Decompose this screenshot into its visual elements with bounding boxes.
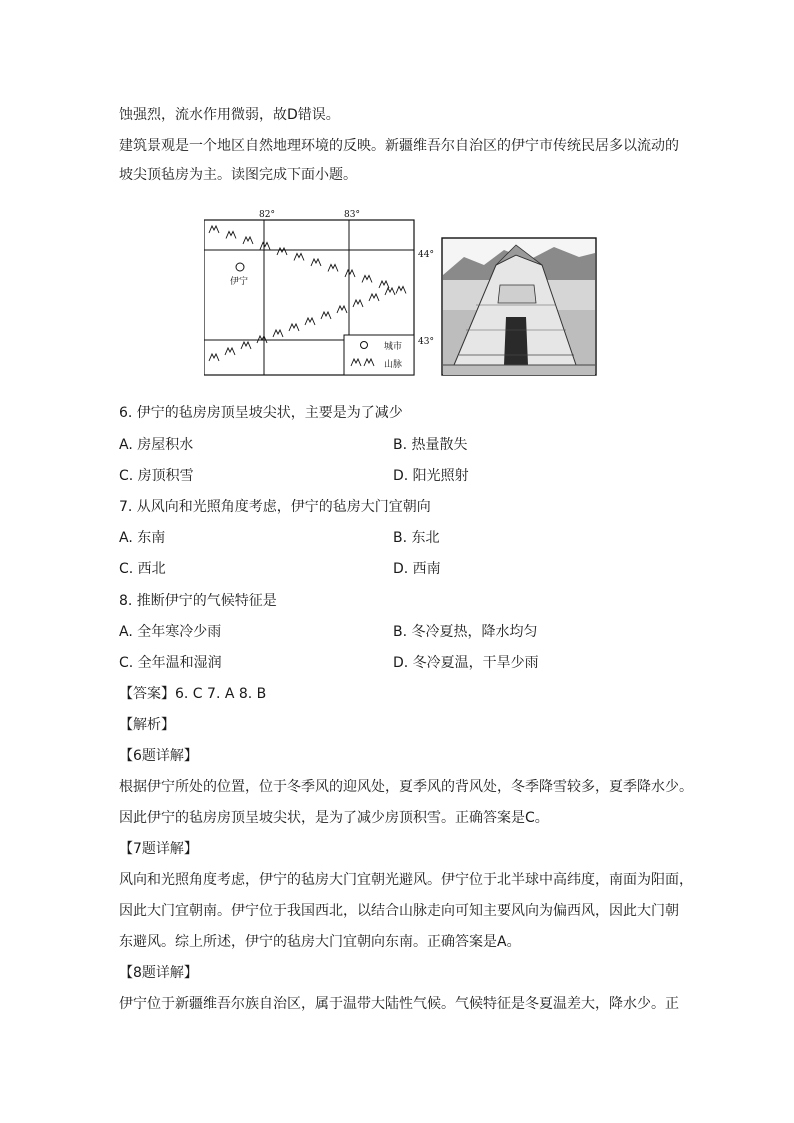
option-7a: A. 东南 bbox=[119, 530, 166, 546]
mountain-peak-icon bbox=[369, 294, 379, 301]
city-marker-icon bbox=[236, 263, 244, 271]
mountain-peak-icon bbox=[345, 270, 355, 277]
question-7: 7. 从风向和光照角度考虑，伊宁的毡房大门宜朝向 bbox=[119, 499, 431, 515]
option-7d: D. 西南 bbox=[393, 561, 441, 577]
mountain-peak-icon bbox=[321, 312, 331, 319]
text-line: 坡尖顶毡房为主。读图完成下面小题。 bbox=[119, 167, 357, 183]
text-line: 建筑景观是一个地区自然地理环境的反映。新疆维吾尔自治区的伊宁市传统民居多以流动的 bbox=[119, 138, 679, 154]
text-line: 蚀强烈，流水作用微弱，故D错误。 bbox=[119, 107, 340, 123]
mountain-peak-icon bbox=[289, 324, 299, 331]
detail-6-heading: 【6题详解】 bbox=[119, 748, 198, 764]
option-7c: C. 西北 bbox=[119, 561, 166, 577]
mountain-peak-icon bbox=[353, 300, 363, 307]
legend-city-label: 城市 bbox=[384, 342, 403, 352]
mountain-peak-icon bbox=[260, 243, 270, 250]
detail-7-heading: 【7题详解】 bbox=[119, 841, 198, 857]
map-and-yurt-figure bbox=[204, 205, 599, 378]
mountain-peak-icon bbox=[294, 254, 304, 261]
mountain-peak-icon bbox=[311, 259, 321, 266]
figure-svg bbox=[204, 205, 599, 378]
latitude-43-label: 43° bbox=[418, 337, 434, 347]
option-8b: B. 冬冷夏热，降水均匀 bbox=[393, 624, 538, 640]
option-8d: D. 冬冷夏温，干旱少雨 bbox=[393, 655, 539, 671]
detail-6-paragraph: 根据伊宁所处的位置，位于冬季风的迎风处，夏季风的背风处，冬季降雪较多，夏季降水少。 bbox=[119, 779, 693, 795]
mountain-peak-icon bbox=[209, 226, 219, 233]
map bbox=[204, 210, 434, 375]
longitude-83-label: 83° bbox=[344, 210, 360, 220]
question-6: 6. 伊宁的毡房房顶呈坡尖状，主要是为了减少 bbox=[119, 405, 403, 421]
analysis-heading: 【解析】 bbox=[119, 717, 175, 733]
detail-8-paragraph: 伊宁位于新疆维吾尔族自治区，属于温带大陆性气候。气候特征是冬夏温差大，降水少。正 bbox=[119, 996, 679, 1012]
mountain-peak-icon bbox=[305, 318, 315, 325]
option-8a: A. 全年寒冷少雨 bbox=[119, 624, 222, 640]
yurt-photo bbox=[442, 238, 596, 375]
longitude-82-label: 82° bbox=[259, 210, 275, 220]
option-6d: D. 阳光照射 bbox=[393, 468, 469, 484]
mountain-peak-icon bbox=[225, 348, 235, 355]
latitude-44-label: 44° bbox=[418, 250, 434, 260]
detail-6-paragraph: 因此伊宁的毡房房顶呈坡尖状，是为了减少房顶积雪。正确答案是C。 bbox=[119, 810, 549, 826]
detail-7-paragraph: 东避风。综上所述，伊宁的毡房大门宜朝向东南。正确答案是A。 bbox=[119, 934, 521, 950]
mountain-peak-icon bbox=[209, 354, 219, 361]
mountain-peak-icon bbox=[396, 287, 406, 294]
detail-8-heading: 【8题详解】 bbox=[119, 965, 198, 981]
question-8: 8. 推断伊宁的气候特征是 bbox=[119, 593, 277, 609]
mountain-peak-icon bbox=[273, 330, 283, 337]
mountain-peak-icon bbox=[243, 237, 253, 244]
option-7b: B. 东北 bbox=[393, 530, 440, 546]
legend-city-icon bbox=[361, 342, 368, 349]
option-6a: A. 房屋积水 bbox=[119, 437, 194, 453]
detail-7-paragraph: 因此大门宜朝南。伊宁位于我国西北，以结合山脉走向可知主要风向为偏西风，因此大门朝 bbox=[119, 903, 679, 919]
mountain-peak-icon bbox=[257, 336, 267, 343]
mountain-peak-icon bbox=[337, 306, 347, 313]
city-label-yining: 伊宁 bbox=[230, 277, 249, 287]
mountain-peak-icon bbox=[277, 248, 287, 255]
option-6c: C. 房顶积雪 bbox=[119, 468, 194, 484]
mountain-peak-icon bbox=[385, 288, 395, 295]
detail-7-paragraph: 风向和光照角度考虑，伊宁的毡房大门宜朝光避风。伊宁位于北半球中高纬度，南面为阳面， bbox=[119, 872, 693, 888]
option-8c: C. 全年温和湿润 bbox=[119, 655, 222, 671]
mountain-peak-icon bbox=[226, 232, 236, 239]
mountain-peak-icon bbox=[241, 342, 251, 349]
mountain-peak-icon bbox=[379, 281, 389, 288]
answer-line: 【答案】6. C 7. A 8. B bbox=[119, 686, 267, 702]
mountain-peak-icon bbox=[362, 276, 372, 283]
option-6b: B. 热量散失 bbox=[393, 437, 468, 453]
legend-mountain-label: 山脉 bbox=[384, 360, 403, 370]
mountain-peak-icon bbox=[328, 265, 338, 272]
